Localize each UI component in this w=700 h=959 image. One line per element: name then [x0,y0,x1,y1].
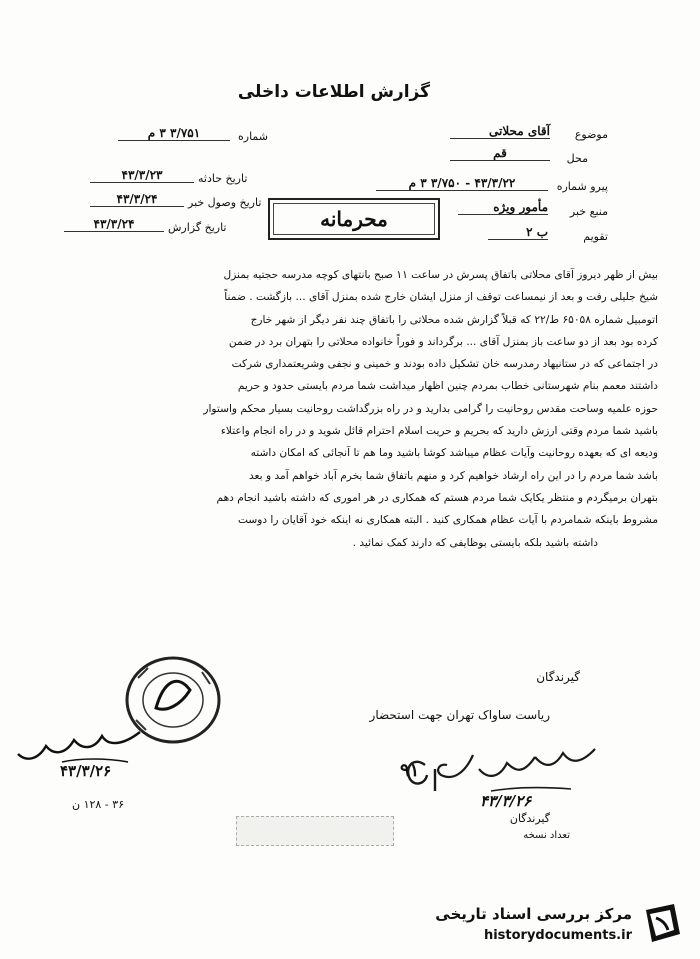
recipients-label-2: گیرندگان [509,812,550,825]
recipient-line: ریاست ساواک تهران جهت استحضار [369,708,550,722]
subject-label: موضوع [574,128,608,141]
body-line: اتومبیل شماره ۶۵۰۵۸ ط/۲۲ که قبلاً گزارش شده محلاتی را باتفاق چند نفر دیگر از شهر خارج [250,313,658,326]
file-number: ۳۶ - ۱۲۸ ن [72,798,125,811]
event-date-value: ۴۳/۳/۲۳ [90,168,194,183]
event-date-label: تاریخ حادثه [198,172,248,185]
confidential-stamp-text: محرمانه [273,203,435,235]
follow-label: پیرو شماره [556,180,608,193]
number-value: ۳/۷۵۱ ۳ م [118,126,230,141]
report-date-value: ۴۳/۳/۲۴ [64,217,164,232]
body-line: بیش از ظهر دیروز آقای محلاتی باتفاق پسرش در ساعت ۱۱ صبح بانتهای کوچه مدرسه حجتیه بمنزل [223,269,658,281]
faded-stamp [236,816,394,846]
handwritten-number: ۹۱ [400,760,420,781]
body-line: داشته باشید بلکه بایستی بوظایفی که دارند کمک نمائید . [352,536,598,549]
confidential-stamp [268,198,440,240]
source-label: منبع خبر [569,205,608,218]
place-value: قم [450,146,550,161]
valuation-value: ب ۲ [488,225,548,240]
receive-date-value: ۴۳/۳/۲۴ [90,192,184,207]
watermark-url[interactable]: historydocuments.ir [483,928,632,943]
body-line: باشید شما مردم وقتی ارزش دارید که بحریم و حریت اسلام احترام قائل شوید و در راه انجام واعتلاء [220,425,658,438]
body-line: داشتند معمم بنام شهرستانی خطاب بمردم چنین اظهار میداشت شما مردم بایستی حدود و حریم [237,380,658,393]
copies-label: تعداد نسخه [523,830,570,841]
follow-value: ۴۳/۳/۲۲ - ۳/۷۵۰ ۳ م [376,176,548,191]
handwritten-date: ۴۳/۳/۲۶ [480,792,532,810]
left-handwritten-date: ۴۳/۳/۲۶ [60,762,112,780]
body-line: حوزه علمیه وساحت مقدس روحانیت را گرامی بدارید و در راه بزرگداشت روحانیت بسیار محکم واستوار [203,402,658,415]
subject-value: آقای محلاتی [450,124,550,139]
body-line: وديعه اى كه بعهده روحانيت وآيات عظام ميباشد كوشا باشيد وما هم تا آنجائى كه امكان داشته [250,447,658,460]
recipients-label: گیرندگان [536,670,580,684]
archive-logo-icon [640,900,686,946]
watermark-title: مرکز بررسی اسناد تاریخی [435,905,632,923]
report-date-label: تاریخ گزارش [168,221,227,234]
report-body [52,264,658,554]
place-label: محل [566,152,588,165]
valuation-label: تقویم [583,230,608,243]
source-value: مأمور ویژه [458,200,548,215]
body-line: مشروط باینکه شمامردم با آیات عظام همکاری کنید . البته همکاری نه اینکه خود آقایان را دوست [237,514,658,527]
body-line: باشد شما مردم را در این راه ارشاد خواهیم کرد و منهم باتفاق شما بخرم آباد خواهم آمد و بعد [249,469,658,482]
body-line: کرده بود بعد از دو ساعت باز بمنزل آقای ... برگرداند و فوراً خانواده محلاتی را بتهران برد در ضمن [228,335,658,348]
receive-date-label: تاریخ وصول خبر [188,196,262,209]
body-line: بتهران برمیگردم و منتظر یکایک شما مردم هستم که همکاری در هر اموری که داشته باشید انجام دهم [216,491,658,504]
number-label: شماره [238,130,269,143]
body-line: در اجتماعی که در ستانیهاد رمدرسه خان تشکیل داده بودند و خمینی و نجفی وشریعتمداری شرکت [231,358,658,371]
body-line: شیخ جلیلی رفت و بعد از نیمساعت توقف از منزل ایشان خارج شده بمنزل آقای ... بازگشت . ضمناً [224,291,658,304]
report-title: گزارش اطلاعات داخلی [237,82,430,102]
